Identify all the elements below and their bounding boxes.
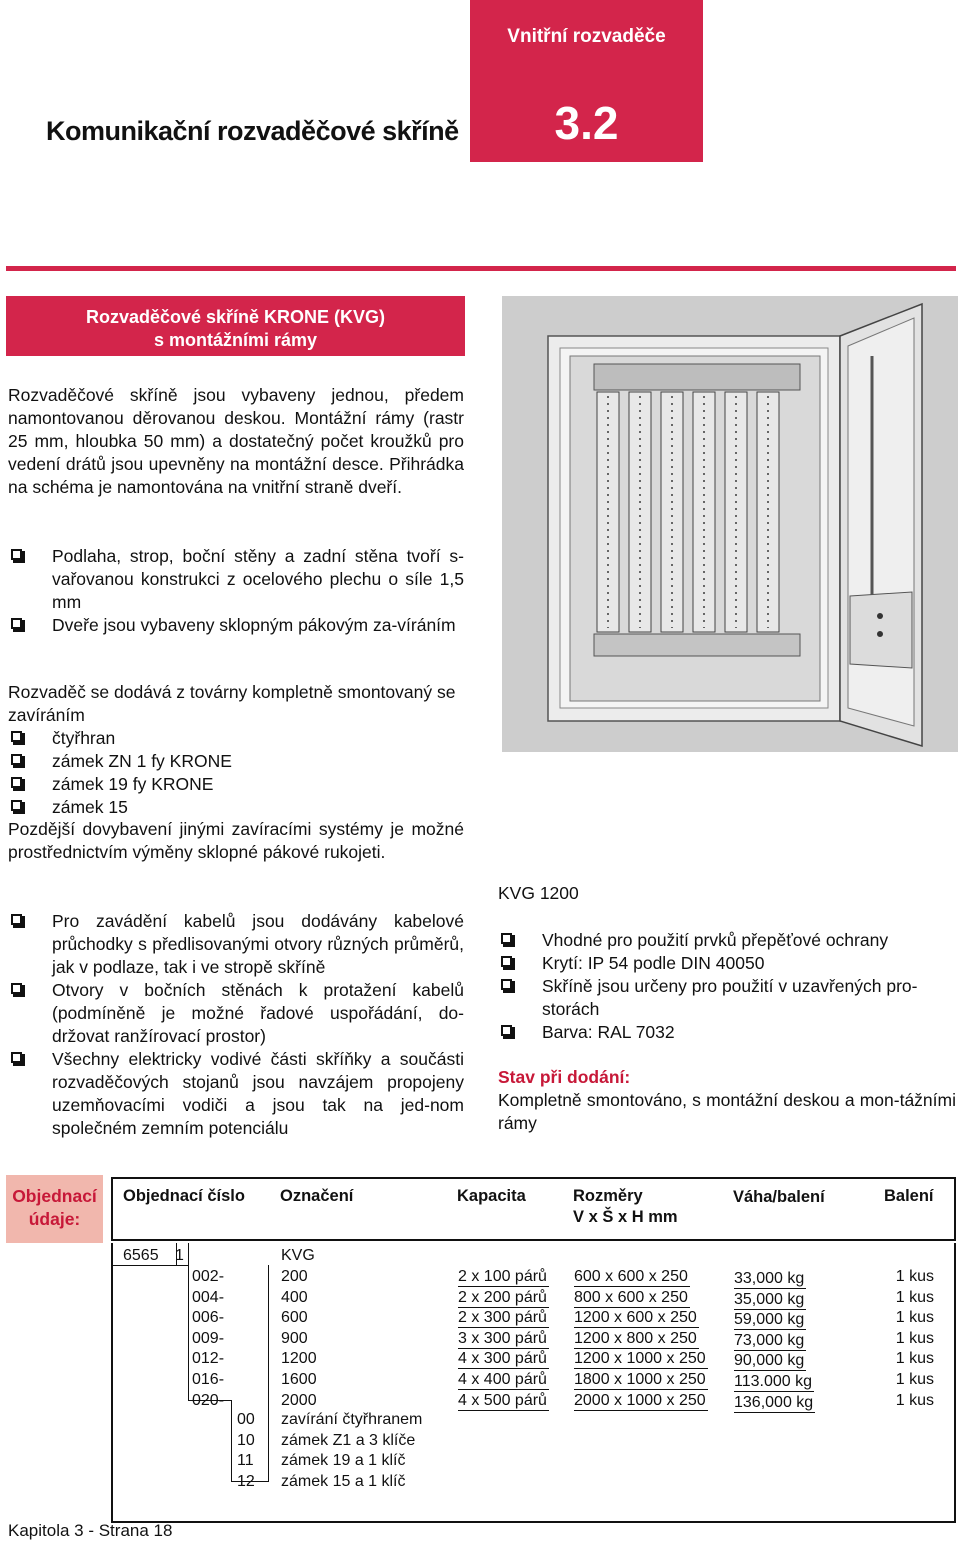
list-item: Krytí: IP 54 podle DIN 40050	[500, 952, 956, 975]
cell-size: 1200 x 600 x 250	[574, 1309, 697, 1327]
cell-capacity: 2 x 100 párů	[458, 1268, 547, 1285]
lock-name: zámek 15 a 1 klíč	[281, 1472, 406, 1490]
cell-pack: 1 kus	[895, 1391, 934, 1409]
header-code: Objednací číslo	[123, 1187, 245, 1205]
checkbox-bullet-icon	[11, 754, 22, 765]
grid-line	[231, 1400, 232, 1481]
order-table-body	[111, 1243, 956, 1523]
section-title-box	[6, 296, 465, 356]
checkbox-bullet-icon	[11, 800, 22, 811]
cell-weight: 113.000 kg	[734, 1373, 812, 1390]
list-item: Dveře jsou vybaveny sklopným pákovým za-víráním	[10, 614, 464, 637]
base-name: KVG	[281, 1247, 315, 1264]
checkbox-bullet-icon	[11, 549, 22, 560]
header-pack: Balení	[884, 1187, 934, 1205]
cell-code: 009-	[192, 1329, 225, 1347]
list-item: Barva: RAL 7032	[500, 1021, 956, 1044]
product-photo	[502, 296, 958, 752]
cell-pack: 1 kus	[895, 1268, 934, 1285]
cell-pack: 1 kus	[895, 1288, 934, 1306]
lock-code: 10	[237, 1431, 255, 1449]
list-item: Podlaha, strop, boční stěny a zadní stěna tvoří s-vařovanou konstrukci z ocelového plechu o síle 1,5 mm	[10, 545, 464, 614]
checkbox-bullet-icon	[11, 777, 22, 788]
checkbox-bullet-icon	[11, 914, 22, 925]
cell-size: 1200 x 800 x 250	[574, 1329, 697, 1347]
cell-size: 1800 x 1000 x 250	[574, 1371, 706, 1388]
header-designation: Označení	[280, 1187, 354, 1205]
header-weight: Váha/balení	[733, 1188, 825, 1206]
checkbox-bullet-icon	[501, 979, 512, 990]
lock-list	[10, 727, 464, 819]
header-divider	[6, 266, 956, 271]
list-item: Skříně jsou určeny pro použití v uzavřených pro-storách	[500, 975, 956, 1021]
later-text: Pozdější dovybavení jinými zavíracími systémy je možné prostřednictvím výměny sklopné pákové rukojeti.	[8, 819, 464, 862]
cell-capacity: 2 x 300 párů	[458, 1309, 547, 1327]
cell-name: 1600	[281, 1371, 317, 1388]
lock-code: 12	[237, 1472, 255, 1490]
checkbox-bullet-icon	[501, 1025, 512, 1036]
cell-pack: 1 kus	[895, 1309, 934, 1327]
product-features	[500, 929, 956, 1044]
cell-code: 016-	[192, 1371, 225, 1388]
cell-name: 600	[281, 1309, 308, 1327]
cell-size: 2000 x 1000 x 250	[574, 1391, 706, 1409]
lock-code: 11	[237, 1452, 254, 1470]
cell-code: 006-	[192, 1309, 225, 1327]
checkbox-bullet-icon	[501, 956, 512, 967]
cell-pack: 1 kus	[895, 1329, 934, 1347]
cell-capacity: 4 x 300 párů	[458, 1350, 547, 1368]
lock-name: zámek 19 a 1 klíč	[281, 1452, 406, 1470]
section-title-line-1: Rozvaděčové skříně KRONE (KVG)	[85, 307, 386, 327]
checkbox-bullet-icon	[501, 933, 512, 944]
checkbox-bullet-icon	[11, 1052, 22, 1063]
cell-capacity: 2 x 200 párů	[458, 1288, 547, 1306]
product-caption: KVG 1200	[498, 883, 579, 903]
cell-name: 400	[281, 1288, 308, 1306]
cell-capacity: 4 x 400 párů	[458, 1371, 547, 1388]
list-item: Pro zavádění kabelů jsou dodávány kabelové průchodky s předlisovanými otvory různých průměrů, jak v podlaze, tak i ve stropě skříně	[10, 910, 464, 979]
cell-weight: 136,000 kg	[734, 1393, 814, 1411]
order-label: Objednací údaje:	[6, 1175, 103, 1243]
section-name: Vnitřní rozvaděče	[507, 26, 666, 47]
grid-line	[268, 1265, 269, 1481]
checkbox-bullet-icon	[11, 618, 22, 629]
list-item: zámek 15	[10, 796, 464, 819]
cell-name: 900	[281, 1329, 308, 1347]
delivery-state-text: Kompletně smontováno, s montážní deskou a mon-tážními rámy	[498, 1090, 956, 1133]
cell-weight: 33,000 kg	[734, 1270, 805, 1287]
intro-paragraph: Rozvaděčové skříně jsou vybaveny jednou, předem namontovanou děrovanou deskou. Montážní rámy (rastr 25 mm, hloubka 50 mm) a dostatečný počet kroužků pro vedení drátů jsou upevněny na montážní desce. Přihrádka na schéma je namontována na vnitřní straně dveří.	[8, 385, 464, 497]
list-item: Vhodné pro použití prvků přepěťové ochrany	[500, 929, 956, 952]
grid-line	[188, 1243, 189, 1400]
header-capacity: Kapacita	[457, 1187, 526, 1205]
cell-weight: 35,000 kg	[734, 1290, 805, 1308]
cell-weight: 90,000 kg	[734, 1352, 805, 1370]
list-item: čtyřhran	[10, 727, 464, 750]
checkbox-bullet-icon	[11, 983, 22, 994]
cell-weight: 73,000 kg	[734, 1331, 805, 1349]
checkbox-bullet-icon	[11, 731, 22, 742]
section-title-line-2: s montážními rámy	[153, 330, 318, 350]
lock-code: 00	[237, 1411, 255, 1428]
section-number: 3.2	[554, 97, 619, 149]
cable-list	[10, 910, 464, 1140]
cell-capacity: 3 x 300 párů	[458, 1329, 547, 1347]
cell-pack: 1 kus	[895, 1371, 934, 1388]
cell-code: 002-	[192, 1268, 225, 1285]
base-suffix: 1	[175, 1247, 184, 1264]
cell-name: 200	[281, 1268, 308, 1285]
header-size-unit: V x Š x H mm	[573, 1208, 678, 1226]
cell-size: 1200 x 1000 x 250	[574, 1350, 706, 1368]
base-code: 6565	[123, 1247, 159, 1264]
cell-size: 600 x 600 x 250	[574, 1268, 688, 1285]
cell-name: 2000	[281, 1391, 317, 1409]
cell-size: 800 x 600 x 250	[574, 1288, 688, 1306]
cell-code: 012-	[192, 1350, 225, 1368]
lock-name: zavírání čtyřhranem	[281, 1411, 423, 1428]
header-size: Rozměry	[573, 1187, 643, 1205]
construction-list	[10, 545, 464, 637]
cell-code: 020-	[192, 1391, 225, 1409]
cell-pack: 1 kus	[895, 1350, 934, 1368]
section-tab	[470, 0, 703, 162]
lock-name: zámek Z1 a 3 klíče	[281, 1431, 416, 1449]
list-item: Otvory v bočních stěnách k protažení kabelů (podmíněně je možné řadové uspořádání, do-držovat ranžírovací prostor)	[10, 979, 464, 1048]
list-item: zámek 19 fy KRONE	[10, 773, 464, 796]
cell-weight: 59,000 kg	[734, 1311, 805, 1329]
cell-code: 004-	[192, 1288, 225, 1306]
list-item: Všechny elektricky vodivé části skříňky a součásti rozvaděčových stojanů jsou navzájem propojeny uzemňovacími vodiči a jsou tak na jed-nom společném zemním potenciálu	[10, 1048, 464, 1140]
order-table-header	[111, 1177, 956, 1241]
cell-name: 1200	[281, 1350, 317, 1368]
list-item: zámek ZN 1 fy KRONE	[10, 750, 464, 773]
delivery-state-title: Stav při dodání:	[498, 1067, 631, 1087]
page-title: Komunikační rozvaděčové skříně	[46, 116, 459, 146]
cell-capacity: 4 x 500 párů	[458, 1391, 547, 1409]
page-footer: Kapitola 3 - Strana 18	[8, 1521, 173, 1540]
delivery-text: Rozvaděč se dodává z továrny kompletně smontovaný se zavíráním	[8, 682, 456, 725]
grid-line	[113, 1265, 189, 1266]
